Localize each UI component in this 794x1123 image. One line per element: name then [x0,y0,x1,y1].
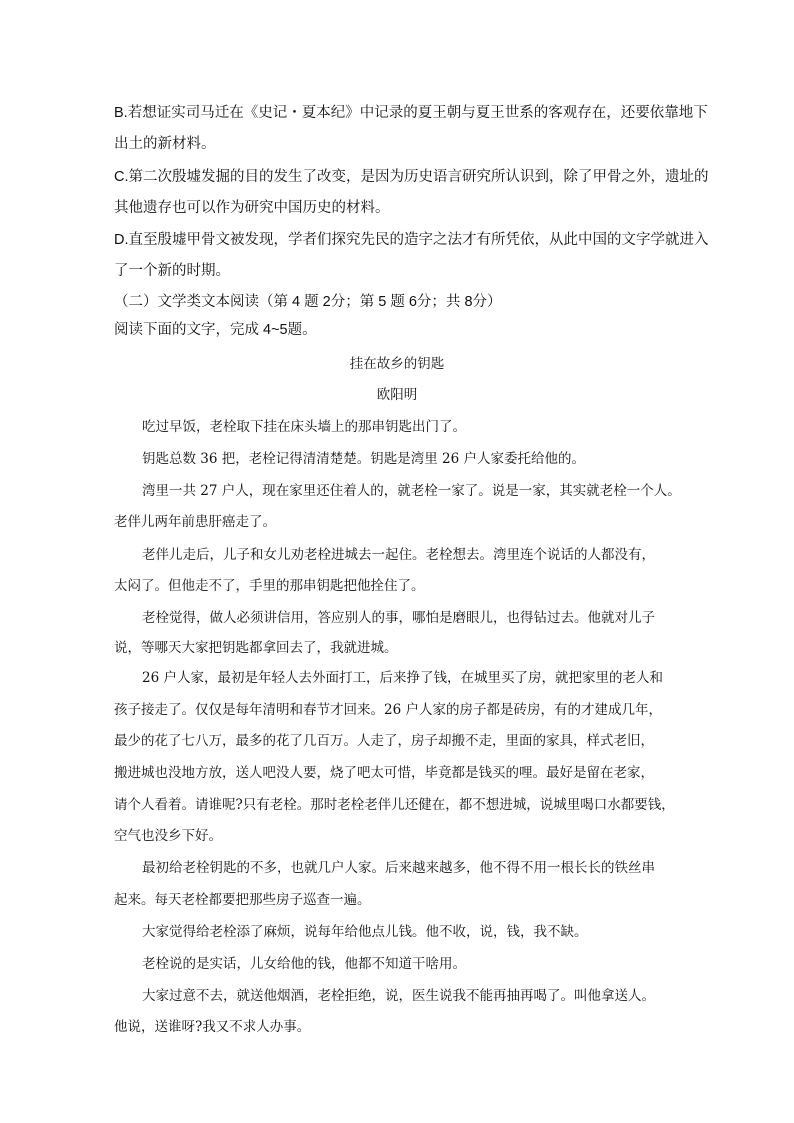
story-paragraph-line: 请个人看着。请谁呢?只有老栓。那时老栓老伴儿还健在，都不想进城，说城里喝口水都要钱， [114,797,675,813]
story-paragraph-line: 太闷了。但他走不了，手里的那串钥匙把他拴住了。 [114,578,425,594]
option-d-line-1: D.直至殷墟甲骨文被发现，学者们探究先民的造字之法才有所凭依，从此中国的文字学就进入 [114,232,709,248]
story-paragraph-line: 吃过早饭，老栓取下挂在床头墙上的那串钥匙出门了。 [142,419,466,435]
option-b-line-2: 出土的新材料。 [114,136,216,152]
option-d-line-2: 了一个新的时期。 [114,263,230,279]
story-paragraph-line: 大家觉得给老栓添了麻烦，说每年给他点儿钱。他不收，说，钱，我不缺。 [142,924,588,940]
option-c-line-2: 其他遗存也可以作为研究中国历史的材料。 [114,200,390,216]
story-paragraph-line: 说，等哪天大家把钥匙都拿回去了，我就进城。 [114,640,398,656]
story-paragraph-line: 大家过意不去，就送他烟酒，老栓拒绝，说，医生说我不能再抽再喝了。叫他拿送人。 [142,988,655,1004]
story-paragraph-line: 老伴儿两年前患肝癌走了。 [114,514,276,530]
story-paragraph-line: 孩子接走了。仅仅是每年清明和春节才回来。26 户人家的房子都是砖房，有的才建成几年， [114,702,662,718]
section-heading: （二）文学类文本阅读（第 4 题 2分；第 5 题 6分；共 8分） [114,294,502,310]
story-paragraph-line: 最初给老栓钥匙的不多，也就几户人家。后来越来越多，他不得不用一根长长的铁丝串 [142,860,655,876]
story-paragraph-line: 他说，送谁呀?我又不求人办事。 [114,1019,311,1035]
story-paragraph-line: 空气也没乡下好。 [114,828,222,844]
story-author: 欧阳明 [376,387,418,403]
option-c-line-1: C.第二次殷墟发掘的目的发生了改变，是因为历史语言研究所认识到，除了甲骨之外，遗址的 [114,169,709,185]
story-paragraph-line: 湾里一共 27 户人，现在家里还住着人的，就老栓一家了。说是一家，其实就老栓一个人。 [142,483,681,499]
story-paragraph-line: 老伴儿走后，儿子和女儿劝老栓进城去一起住。老栓想去。湾里连个说话的人都没有， [142,547,655,563]
reading-instruction: 阅读下面的文字，完成 4~5题。 [114,322,317,338]
story-paragraph-line: 钥匙总数 36 把，老栓记得清清楚楚。钥匙是湾里 26 户人家委托给他的。 [142,451,586,467]
story-paragraph-line: 最少的花了七八万，最多的花了几百万。人走了，房子却搬不走，里面的家具，样式老旧， [114,733,654,749]
story-paragraph-line: 26 户人家，最初是年轻人去外面打工，后来挣了钱，在城里买了房，就把家里的老人和 [142,670,663,686]
story-paragraph-line: 起来。每天老栓都要把那些房子巡查一遍。 [114,892,371,908]
story-paragraph-line: 老栓说的是实话，儿女给他的钱，他都不知道干啥用。 [142,956,466,972]
story-paragraph-line: 老栓觉得，做人必须讲信用，答应别人的事，哪怕是磨眼儿，也得钻过去。他就对儿子 [142,610,655,626]
option-b-line-1: B.若想证实司马迁在《史记・夏本纪》中记录的夏王朝与夏王世系的客观存在，还要依靠地下 [114,105,708,121]
story-paragraph-line: 搬进城也没地方放，送人吧没人要，烧了吧太可惜，毕竟都是钱买的哩。最好是留在老家， [114,765,654,781]
story-title: 挂在故乡的钥匙 [349,356,445,372]
